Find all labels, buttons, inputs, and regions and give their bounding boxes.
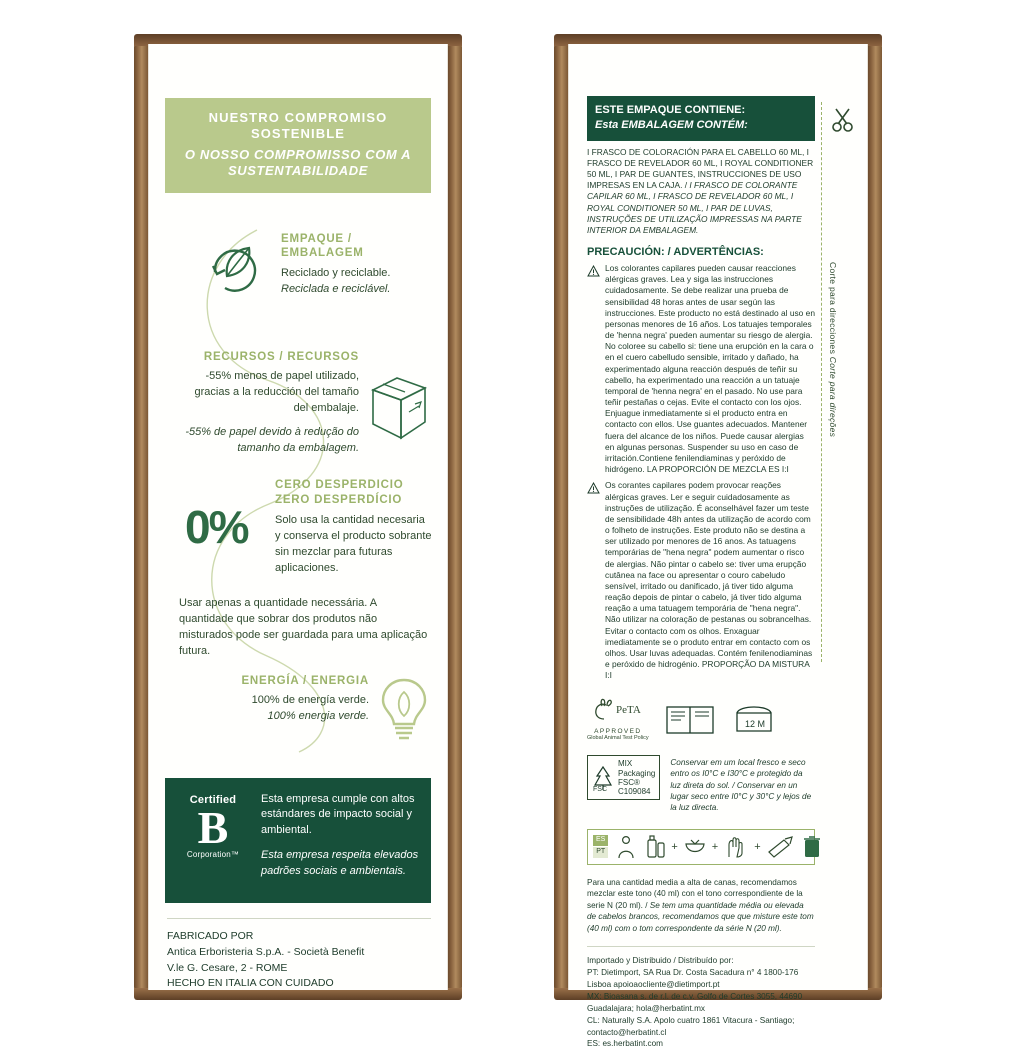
storage-instructions	[670, 755, 815, 812]
manufacturer-line4: HECHO EN ITALIA CON CUIDADO	[167, 977, 334, 990]
warning-text-pt: Os corantes capilares podem provocar reações alérgicas graves. Ler e seguir cuidadosamente as instruções de utilização. É aconselhável fazer um teste de sensibilidade 48h antes da utilização de acordo com o folheto de instruções. Este produto não se destina a ser utilizado por menores de 16 anos. As tatuagens temporárias de "hena negra" podem aumentar o risco de alergias. Não pintar o cabelo se: tiver uma erupção cutânea na face ou apresentar o couro cabeludo sensível, irritado ou danificado, já tiver tido alguma reação depois de pintar o cabelo, já tiver tido alguma reação a uma tatuagem temporária de "hena negra". Não utilizar na coloração de pestanas ou sobrancelhas. Evitar o contacto com os olhos. Enxaguar imediatamente se o produto entrar em contacto com os olhos. Usar luvas adequadas. Contém fenilenodiaminas e peróxido de hidrogénio. PROPORÇÃO DA MISTURA I:I	[605, 480, 813, 681]
storage-text-pt: Conservar em um local fresco e seco entro os I0°C e I30°C e protegido da luz direta do sol. /	[670, 758, 806, 790]
peta-policy-label: Global Animal Test Policy	[587, 735, 649, 742]
eco-title-resources: RECURSOS / RECURSOS	[203, 351, 359, 363]
bin-icon	[801, 834, 823, 860]
box-edge-left-2	[554, 44, 568, 990]
usage-lang-es: ES	[593, 835, 608, 846]
eco-block-zero-waste	[275, 478, 433, 577]
sustainability-header	[165, 98, 431, 193]
plus-icon-2: +	[711, 840, 719, 853]
left-panel	[148, 44, 448, 990]
manufacturer-line3: V.le G. Cesare, 2 - ROME	[167, 961, 288, 974]
svg-text:PeTA: PeTA	[615, 704, 641, 717]
gloves-person-icon	[613, 834, 639, 860]
lightbulb-leaf-icon	[373, 672, 435, 746]
cut-here-text-pt: Corte para direções	[828, 356, 838, 438]
plus-icon-1: +	[671, 840, 678, 853]
contents-header-es: ESTE EMPAQUE CONTIENE:	[595, 104, 746, 116]
bcorp-certified-label: Certified	[189, 794, 237, 806]
importer-mx: MX: Bioasana s. de r.l. de c.v. Golfo de Cortes 3055, 44690 Guadalajara; hola@herbatint.mx	[587, 991, 803, 1013]
importer-title: Importado y Distribuido / Distribuído por:	[587, 956, 734, 966]
eco-block-resources	[179, 350, 359, 457]
scissors-icon	[830, 106, 856, 134]
eco-body-zero-waste-pt: Usar apenas a quantidade necessária. A quantidade que sobrar dos produtos não misturados pode ser guardada para uma aplicação futura.	[179, 597, 428, 657]
contents-list-es: I FRASCO DE COLORACIÓN PARA EL CABELLO 60 ML, I FRASCO DE REVELADOR 60 ML, I ROYAL CONDITIONER 50 ML, I PAR DE GUANTES, INSTRUCCIONES DE USO IMPRESAS EN LA CAJA. /	[587, 146, 814, 191]
fsc-mix-line1: MIX	[618, 759, 633, 769]
eco-title-packaging: EMPAQUE / EMBALAGEM	[281, 233, 364, 260]
importer-block	[587, 946, 815, 1050]
right-content	[587, 96, 815, 1050]
left-box	[148, 44, 448, 990]
manufacturer-line2: Antica Erboristeria S.p.A. - Società Benefit	[167, 945, 365, 958]
fsc-tree-icon	[592, 764, 614, 792]
eco-title-zero-waste-pt: ZERO DESPERDÍCIO	[275, 494, 403, 507]
peta-approved-label: APPROVED	[594, 728, 642, 736]
eco-body-resources-es: -55% menos de papel utilizado, gracias a la reducción del tamaño del embalaje.	[194, 370, 359, 415]
peta-rabbit-icon	[590, 697, 646, 723]
warning-triangle-icon-2	[587, 480, 600, 681]
warning-triangle-icon	[587, 263, 600, 475]
svg-text:FSC: FSC	[593, 785, 607, 793]
fsc-storage-row	[587, 755, 815, 812]
warning-es-row	[587, 263, 815, 475]
box-edge-right-2	[868, 44, 882, 990]
contents-header-pt: Esta EMBALAGEM CONTÉM:	[595, 118, 748, 131]
open-leaflet-icon	[663, 699, 717, 739]
bcorp-trademark: ™	[230, 849, 240, 859]
importer-pt: PT: Dietimport, SA Rua Dr. Costa Sacadura n° 4 1800-176 Lisboa apoioaocliente@dietimport.pt	[587, 968, 799, 989]
contents-list	[587, 147, 815, 236]
period-after-opening-icon	[731, 699, 777, 735]
importer-es: ES: es.herbatint.com	[587, 1039, 663, 1049]
caution-title: PRECAUCIÓN: / ADVERTÊNCIAS:	[587, 246, 764, 259]
gloves-icon	[723, 835, 749, 859]
storage-text-es: Conservar en un lugar seco entre I0°C y 30°C y lejos de la luz directa.	[670, 780, 812, 812]
box-edge-left	[134, 44, 148, 990]
eco-body-energy-pt: 100% energia verde.	[267, 710, 369, 723]
eco-body-energy-es: 100% de energía verde.	[251, 694, 369, 707]
mixing-note-pt: Se tem uma quantidade média ou elevada de cabelos brancos, recomendamos que que misture este tom (40 ml) com o tom correspondente da série N (20 ml).	[587, 900, 814, 933]
zero-percent-icon: 0%	[185, 501, 248, 553]
cut-here-strip	[821, 102, 861, 662]
eco-title-energy: ENERGÍA / ENERGIA	[241, 675, 369, 687]
sustainability-header-es: NUESTRO COMPROMISO SOSTENIBLE	[208, 110, 388, 142]
bcorp-b-glyph: B	[197, 802, 229, 853]
bcorp-badge	[165, 778, 431, 903]
eco-sections	[149, 204, 447, 764]
bcorp-text-es: Esta empresa cumple con altos estándares de impacto social y ambiental.	[261, 793, 415, 836]
shrinking-box-icon	[363, 364, 437, 444]
leaf-recycle-icon	[197, 228, 269, 300]
cut-here-text	[828, 262, 838, 437]
fsc-code: FSC® C109084	[618, 777, 651, 796]
usage-pictogram-strip	[587, 829, 815, 865]
importer-cl: CL: Naturally S.A. Apolo cuatro 1861 Vitacura - Santiago; contacto@herbatint.cl	[587, 1015, 795, 1037]
usage-lang-tabs	[593, 835, 608, 858]
manufacturer-block	[167, 918, 431, 992]
eco-body-resources-pt: -55% de papel devido à redução do tamanho da embalagem.	[185, 426, 359, 455]
warning-text-es: Los colorantes capilares pueden causar reacciones alérgicas graves. Lea y siga las instrucciones cuidadosamente. Se debe realizar una prueba de sensibilidad 48 horas antes de usar según las instrucciones. Este producto no está destinado al uso en personas menores de 16 años. Los tatuajes temporales de 'henna negra' pueden aumentar su riesgo de alergia. No coloree su cabello si: tiene una erupción en la cara o en el cuero cabelludo sensible, irritado y dañado, ha experimentado alguna reacción después de teñir su cabello, ha experimentado una reacción a un tatuaje temporal de 'henna negra' en el pasado. No use para teñir pestañas o cejas. Evite el contacto con los ojos. Enjuague inmediatamente si el producto entra en contacto con ellos. Use guantes adecuados. Mantener fuera del alcance de los niños. Puede causar alergias en algunas personas. Suspender su uso en caso de irritación.Contiene fenilendiaminas y peróxido de hidrógeno. LA PROPORCIÓN DE MEZCLA ES I:I	[605, 263, 815, 475]
contents-header	[587, 96, 815, 141]
right-panel	[568, 44, 868, 1049]
peta-badge	[587, 697, 649, 741]
warning-pt-row	[587, 480, 815, 681]
sustainability-header-pt: O NOSSO COMPROMISSO COM A SUSTENTABILIDADE	[184, 146, 412, 178]
eco-body-packaging-pt: Reciclada e reciclável.	[281, 282, 391, 295]
usage-lang-pt: PT	[593, 847, 608, 858]
eco-block-packaging	[281, 232, 431, 298]
bcorp-logo-icon	[177, 790, 249, 893]
mixing-note-es: Para una cantidad media a alta de canas, recomendamos mezclar este tono (40 ml) con el tono correspondiente de la serie N (20 ml). /	[587, 877, 803, 910]
contents-list-pt: I FRASCO DE COLORANTE CAPILAR 60 ML, I FRASCO DE REVELADOR 60 ML, I ROYAL CONDITIONER 50 ML, I PAR DE LUVAS, INSTRUÇÕES DE UTILIZAÇÃO IMPRESSAS NA PARTE INTERIOR DA EMBALAGEM.	[587, 180, 802, 235]
bowl-icon	[683, 836, 707, 858]
mixing-note	[587, 877, 815, 934]
pao-badge	[731, 699, 777, 740]
brush-icon	[766, 835, 796, 859]
tube-bottle-icon	[644, 834, 666, 860]
bcorp-text-pt: Esta empresa respeita elevados padrões sociais e ambientais.	[261, 849, 419, 877]
eco-block-energy	[189, 674, 369, 725]
eco-body-packaging-es: Reciclado y reciclable.	[281, 266, 391, 279]
plus-icon-3: +	[754, 840, 761, 853]
manufacturer-line1: FABRICADO POR	[167, 930, 254, 942]
cut-here-text-es: Corte para direcciones	[828, 262, 838, 355]
badges-row	[587, 697, 815, 741]
bcorp-corporation-label: Corporation	[186, 849, 231, 859]
right-box	[568, 44, 868, 1049]
fsc-badge	[587, 755, 660, 800]
svg-text:12 M: 12 M	[744, 718, 765, 729]
box-edge-right	[448, 44, 462, 990]
fsc-mix-line2: Packaging	[618, 768, 656, 778]
eco-body-zero-waste-es: Solo usa la cantidad necesaria y conserva el producto sobrante sin mezclar para futuras aplicaciones.	[275, 513, 432, 574]
eco-block-zero-waste-pt	[179, 596, 429, 660]
eco-title-zero-waste-es: CERO DESPERDICIO	[275, 479, 404, 491]
